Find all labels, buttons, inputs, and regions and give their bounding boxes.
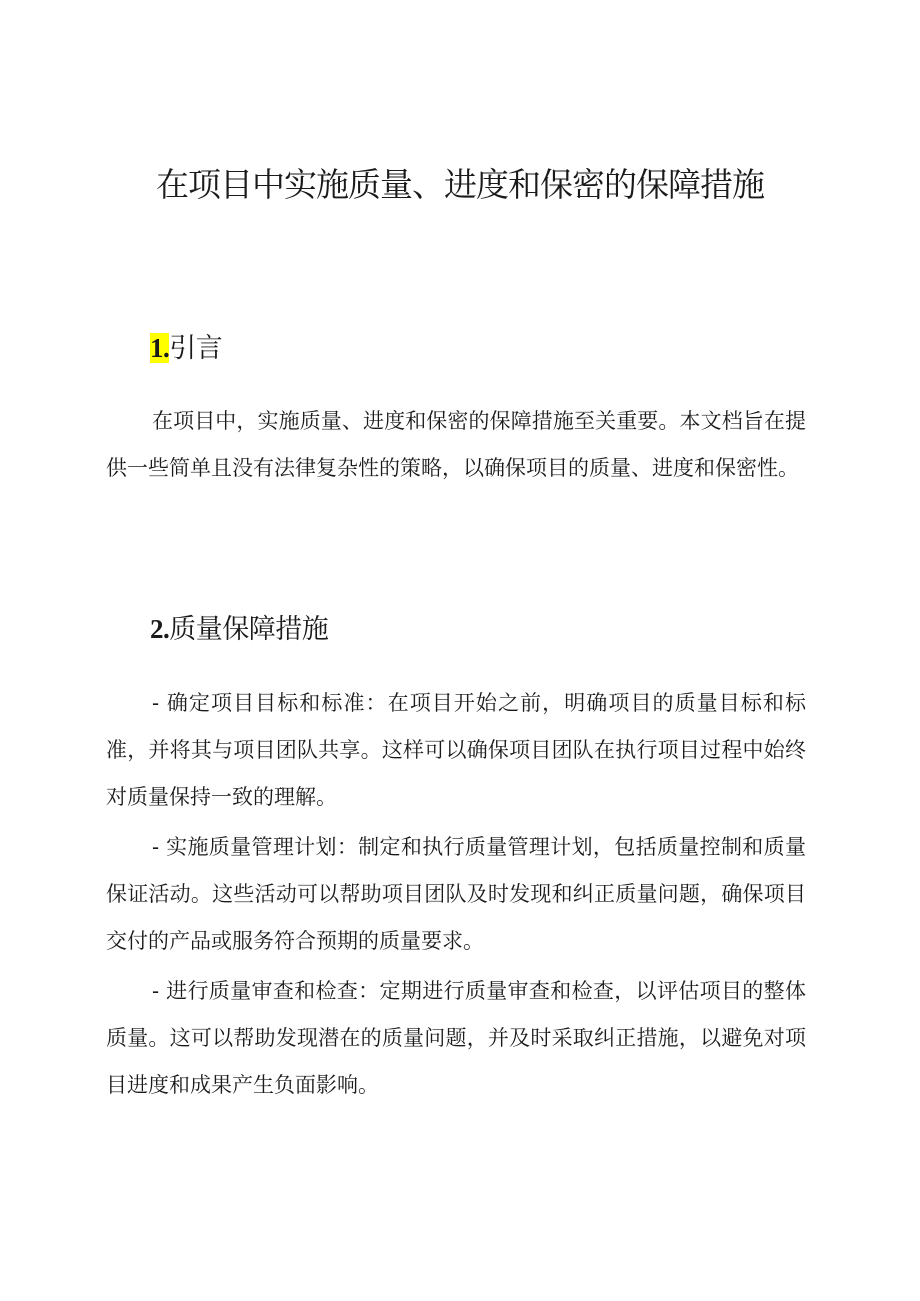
section-heading-quality-assurance [150,609,328,650]
section-heading-text: 质量保障措施 [169,614,329,645]
quality-measure-item: - 进行质量审查和检查：定期进行质量审查和检查，以评估项目的整体质量。这可以帮助发现潜在的质量问题，并及时采取纠正措施，以避免对项目进度和成果产生负面影响。 [106,979,806,1097]
document-title: 在项目中实施质量、进度和保密的保障措施 [156,165,764,204]
quality-measure-item: - 确定项目目标和标准：在项目开始之前，明确项目的质量目标和标准，并将其与项目团队共享。这样可以确保项目团队在执行项目过程中始终对质量保持一致的理解。 [106,691,806,809]
section-number: 2. [150,614,170,644]
section-heading-introduction [150,328,222,369]
section-heading-text: 引言 [169,333,223,364]
section-number-highlighted: 1. [150,333,170,363]
quality-measure-item: - 实施质量管理计划：制定和执行质量管理计划，包括质量控制和质量保证活动。这些活动可以帮助项目团队及时发现和纠正质量问题，确保项目交付的产品或服务符合预期的质量要求。 [106,835,806,953]
intro-paragraph: 在项目中，实施质量、进度和保密的保障措施至关重要。本文档旨在提供一些简单且没有法律复杂性的策略，以确保项目的质量、进度和保密性。 [106,409,806,480]
